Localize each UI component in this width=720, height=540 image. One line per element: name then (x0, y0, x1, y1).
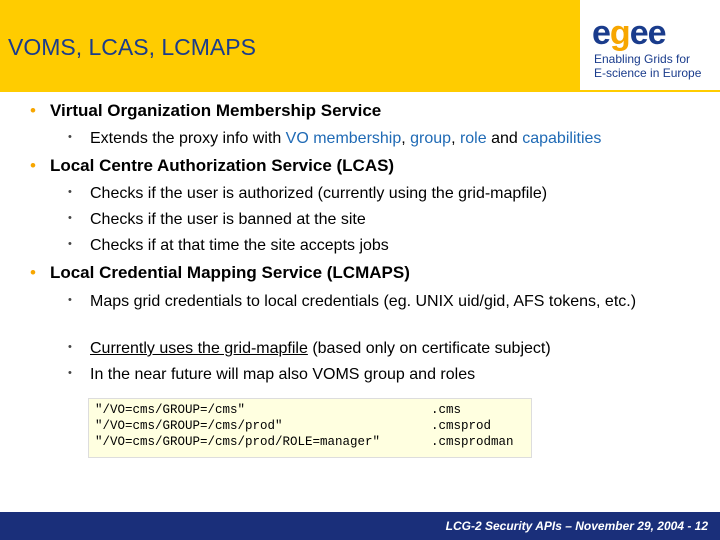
slide-title: VOMS, LCAS, LCMAPS (8, 34, 256, 60)
tagline-line-2: E-science in Europe (594, 66, 702, 80)
bullet-icon: • (68, 186, 72, 198)
bullet-icon: • (68, 367, 72, 379)
bullet-icon: • (68, 212, 72, 224)
bullet-icon: • (30, 263, 36, 282)
logo-tagline (594, 52, 701, 80)
logo-wordmark (592, 14, 666, 53)
bullet-icon: • (30, 156, 36, 175)
code-right-column: .cms .cmsprod .cmsprodman (431, 403, 514, 449)
grid-mapfile-example (88, 398, 532, 458)
footer-bar (0, 512, 720, 540)
bullet-icon: • (30, 101, 36, 120)
header-band (0, 0, 580, 90)
footer-text: LCG-2 Security APIs – November 29, 2004 - 12 (445, 519, 708, 533)
bullet-icon: • (68, 131, 72, 143)
bullet-icon: • (68, 294, 72, 306)
logo-part-2: g (609, 14, 630, 52)
logo-part-1: e (592, 14, 610, 52)
bullet-icon: • (68, 238, 72, 250)
section-heading-voms: • Virtual Organization Membership Service (30, 101, 382, 120)
code-left-column: "/VO=cms/GROUP=/cms" "/VO=cms/GROUP=/cms/prod" "/VO=cms/GROUP=/cms/prod/ROLE=manager" (95, 403, 381, 449)
logo-part-3: ee (629, 14, 666, 52)
section-heading-lcmaps: • Local Credential Mapping Service (LCMAPS) (30, 263, 410, 282)
section-heading-lcas: • Local Centre Authorization Service (LCAS) (30, 156, 395, 175)
bullet-icon: • (68, 341, 72, 353)
tagline-line-1: Enabling Grids for (594, 52, 691, 66)
header-divider (0, 90, 720, 92)
